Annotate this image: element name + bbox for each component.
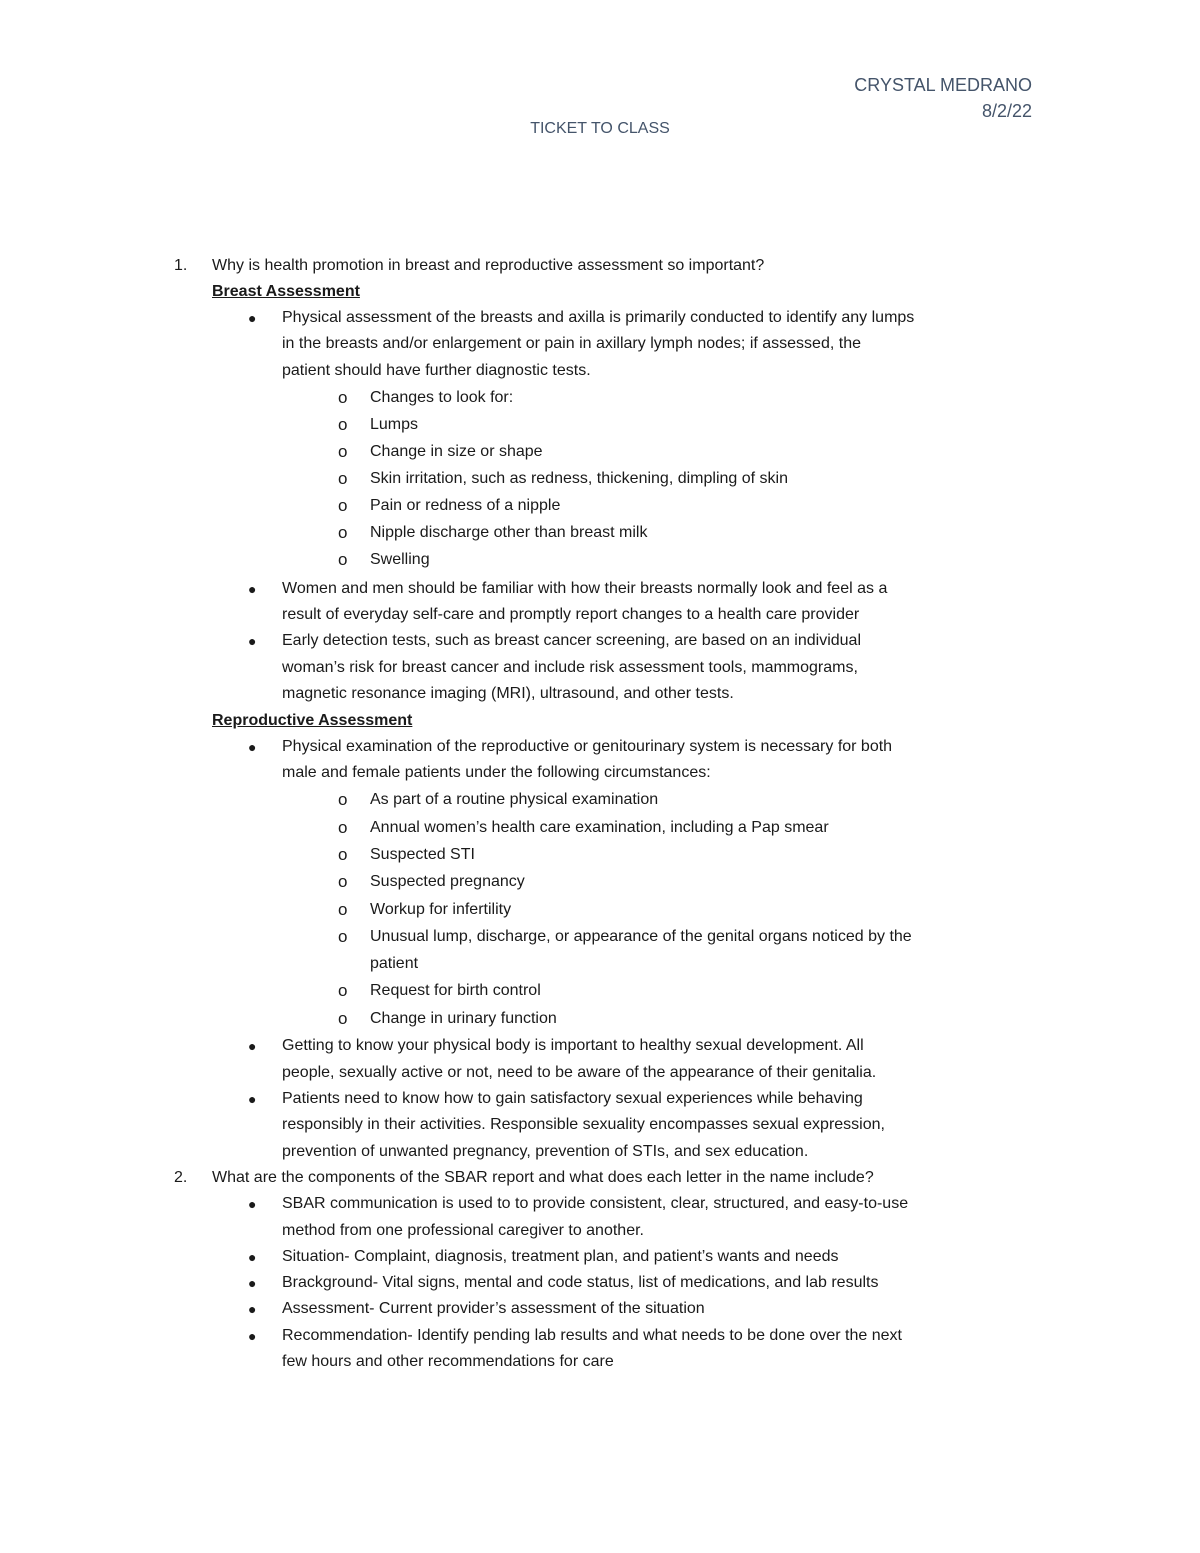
text-line: male and female patients under the following circumstances: (282, 764, 711, 781)
text-line: result of everyday self-care and promptly report changes to a health care provider (282, 606, 860, 623)
text-line: in the breasts and/or enlargement or pain in axillary lymph nodes; if assessed, the (282, 335, 861, 352)
list-item: Workup for infertility (370, 901, 512, 918)
text-line: responsibly in their activities. Responsible sexuality encompasses sexual expression, (282, 1116, 885, 1133)
circle-bullet-icon: o (338, 927, 348, 946)
list-item: Change in urinary function (370, 1010, 557, 1027)
text-line: Early detection tests, such as breast cancer screening, are based on an individual (282, 632, 861, 649)
author-name: CRYSTAL MEDRANO (854, 75, 1032, 95)
question-number: 2. (174, 1169, 188, 1186)
list-item: Annual women’s health care examination, including a Pap smear (370, 819, 829, 836)
bullet-icon: ● (248, 1301, 257, 1317)
bullet-icon: ● (248, 1275, 257, 1291)
circle-bullet-icon: o (338, 790, 348, 809)
bullet-icon: ● (248, 739, 257, 755)
author-block (854, 72, 1032, 124)
bullet-icon: ● (248, 1328, 257, 1344)
text-line: magnetic resonance imaging (MRI), ultrasound, and other tests. (282, 685, 734, 702)
question-number: 1. (174, 257, 188, 274)
list-item: Nipple discharge other than breast milk (370, 524, 648, 541)
bullet-icon: ● (248, 581, 257, 597)
text-line: people, sexually active or not, need to be aware of the appearance of their genitalia. (282, 1064, 877, 1081)
document-title: TICKET TO CLASS (530, 120, 670, 137)
circle-bullet-icon: o (338, 845, 348, 864)
question-text: What are the components of the SBAR report and what does each letter in the name include? (212, 1169, 874, 1186)
list-item: Unusual lump, discharge, or appearance of the genital organs noticed by the (370, 928, 912, 945)
list-item: Suspected STI (370, 846, 475, 863)
text-line: method from one professional caregiver to another. (282, 1222, 644, 1239)
bullet-icon: ● (248, 1249, 257, 1265)
list-item: Lumps (370, 416, 419, 433)
circle-bullet-icon: o (338, 496, 348, 515)
bullet-icon: ● (248, 1091, 257, 1107)
text-line: Physical examination of the reproductive or genitourinary system is necessary for both (282, 738, 893, 755)
circle-bullet-icon: o (338, 523, 348, 542)
section-heading-breast: Breast Assessment (212, 283, 360, 300)
list-item: Pain or redness of a nipple (370, 497, 561, 514)
circle-bullet-icon: o (338, 872, 348, 891)
text-line: Recommendation- Identify pending lab results and what needs to be done over the next (282, 1327, 902, 1344)
document-date: 8/2/22 (981, 101, 1032, 121)
circle-bullet-icon: o (338, 818, 348, 837)
circle-bullet-icon: o (338, 550, 348, 569)
list-item: Changes to look for: (370, 389, 514, 406)
list-item: As part of a routine physical examination (370, 791, 659, 808)
bullet-icon: ● (248, 1196, 257, 1212)
circle-bullet-icon: o (338, 1009, 348, 1028)
circle-bullet-icon: o (338, 415, 348, 434)
list-item: Swelling (370, 551, 430, 568)
text-line: Situation- Complaint, diagnosis, treatment plan, and patient’s wants and needs (282, 1248, 839, 1265)
circle-bullet-icon: o (338, 981, 348, 1000)
text-line: patient should have further diagnostic tests. (282, 362, 591, 379)
bullet-icon: ● (248, 310, 257, 326)
list-item: Skin irritation, such as redness, thickening, dimpling of skin (370, 470, 788, 487)
text-line: Assessment- Current provider’s assessment of the situation (282, 1300, 705, 1317)
bullet-icon: ● (248, 633, 257, 649)
circle-bullet-icon: o (338, 469, 348, 488)
list-item: patient (370, 955, 419, 972)
text-line: prevention of unwanted pregnancy, prevention of STIs, and sex education. (282, 1143, 809, 1160)
circle-bullet-icon: o (338, 388, 348, 407)
section-heading-reproductive: Reproductive Assessment (212, 712, 413, 729)
text-line: Brackground- Vital signs, mental and code status, list of medications, and lab results (282, 1274, 879, 1291)
list-item: Request for birth control (370, 982, 541, 999)
text-line: SBAR communication is used to to provide consistent, clear, structured, and easy-to-use (282, 1195, 909, 1212)
text-line: Getting to know your physical body is important to healthy sexual development. All (282, 1037, 864, 1054)
list-item: Change in size or shape (370, 443, 543, 460)
text-line: few hours and other recommendations for care (282, 1353, 614, 1370)
list-item: Suspected pregnancy (370, 873, 525, 890)
circle-bullet-icon: o (338, 442, 348, 461)
text-line: Physical assessment of the breasts and axilla is primarily conducted to identify any lumps (282, 309, 915, 326)
question-text: Why is health promotion in breast and reproductive assessment so important? (212, 257, 765, 274)
text-line: woman’s risk for breast cancer and include risk assessment tools, mammograms, (282, 659, 858, 676)
text-line: Women and men should be familiar with how their breasts normally look and feel as a (282, 580, 888, 597)
text-line: Patients need to know how to gain satisfactory sexual experiences while behaving (282, 1090, 863, 1107)
bullet-icon: ● (248, 1038, 257, 1054)
circle-bullet-icon: o (338, 900, 348, 919)
